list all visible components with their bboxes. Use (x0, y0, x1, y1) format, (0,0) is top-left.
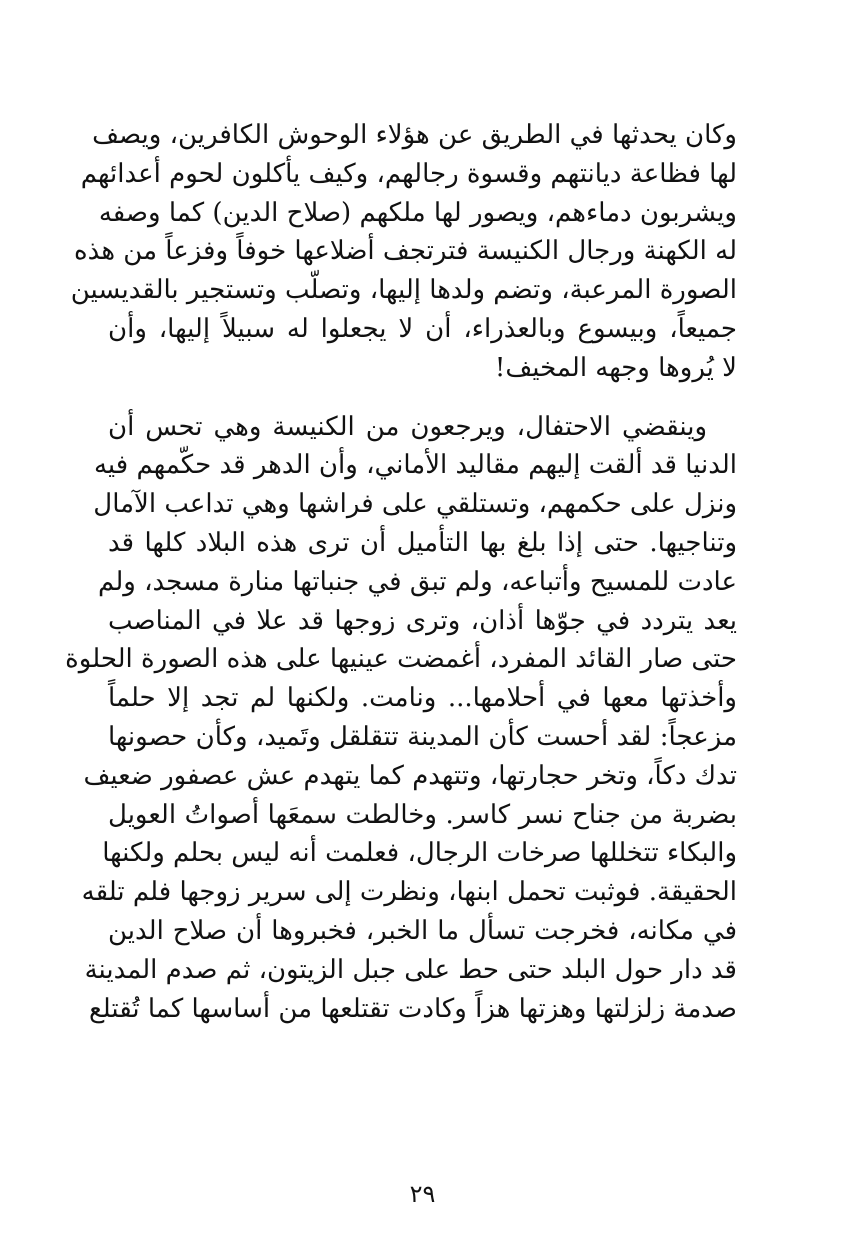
text-line: يعد يتردد في جوّها أذان، وترى زوجها قد علا في المناصب (108, 605, 737, 636)
text-line: ويشربون دماءهم، ويصور لها ملكهم (صلاح الدين) كما وصفه (98, 197, 737, 228)
paragraph-1 (70, 116, 738, 388)
text-line: لا يُروها وجهه المخيف! (494, 352, 737, 383)
text-line: في مكانه، فخرجت تسأل ما الخبر، فخبروها أن صلاح الدين (108, 915, 737, 946)
text-line: والبكاء تتخللها صرخات الرجال، فعلمت أنه ليس بحلم ولكنها (102, 838, 737, 869)
text-line: الصورة المرعبة، وتضم ولدها إليها، وتصلّب وتستجير بالقديسين (70, 275, 737, 306)
text-line: له الكهنة ورجال الكنيسة فترتجف أضلاعها خوفاً وفزعاً من هذه (74, 236, 737, 267)
text-line: وتناجيها. حتى إذا بلغ بها التأميل أن ترى هذه البلاد كلها قد (108, 527, 737, 558)
page-number: ٢٩ (409, 1180, 436, 1208)
text-line: جميعاً، وبيسوع وبالعذراء، أن لا يجعلوا له سبيلاً إليها، وأن (108, 313, 738, 344)
text-line: ونزل على حكمهم، وتستلقي على فراشها وهي تداعب الآمال (93, 489, 737, 520)
text-line: عادت للمسيح وأتباعه، ولم تبق في جنباتها منارة مسجد، ولم (98, 566, 737, 597)
text-line: الدنيا قد ألقت إليهم مقاليد الأماني، وأن الدهر قد حكّمهم فيه (93, 450, 737, 481)
text-line: الحقيقة. فوثبت تحمل ابنها، ونظرت إلى سرير زوجها فلم تلقه (81, 877, 737, 908)
text-line: حتى صار القائد المفرد، أغمضت عينيها على هذه الصورة الحلوة (65, 644, 737, 675)
text-line: لها فظاعة ديانتهم وقسوة رجالهم، وكيف يأكلون لحوم أعدائهم (80, 158, 737, 189)
text-line: وكان يحدثها في الطريق عن هؤلاء الوحوش الكافرين، ويصف (92, 120, 737, 150)
text-line: مزعجاً: لقد أحست كأن المدينة تتقلقل وتَميد، وكأن حصونها (108, 721, 737, 752)
paragraph-2 (65, 408, 737, 1029)
page-body (65, 116, 738, 1028)
text-line: وأخذتها معها في أحلامها... ونامت. ولكنها لم تجد إلا حلماً (108, 683, 737, 714)
text-line: بضربة من جناح نسر كاسر. وخالطت سمعَها أصواتُ العويل (108, 799, 737, 830)
text-line: صدمة زلزلتها وهزتها هزاً وكادت تقتلعها من أساسها كما تُقتلع (88, 993, 737, 1024)
text-line: وينقضي الاحتفال، ويرجعون من الكنيسة وهي تحس أن (108, 411, 707, 442)
text-line: تدك دكاً، وتخر حجارتها، وتتهدم كما يتهدم عش عصفور ضعيف (83, 760, 737, 791)
text-line: قد دار حول البلد حتى حط على جبل الزيتون، ثم صدم المدينة (84, 954, 737, 985)
